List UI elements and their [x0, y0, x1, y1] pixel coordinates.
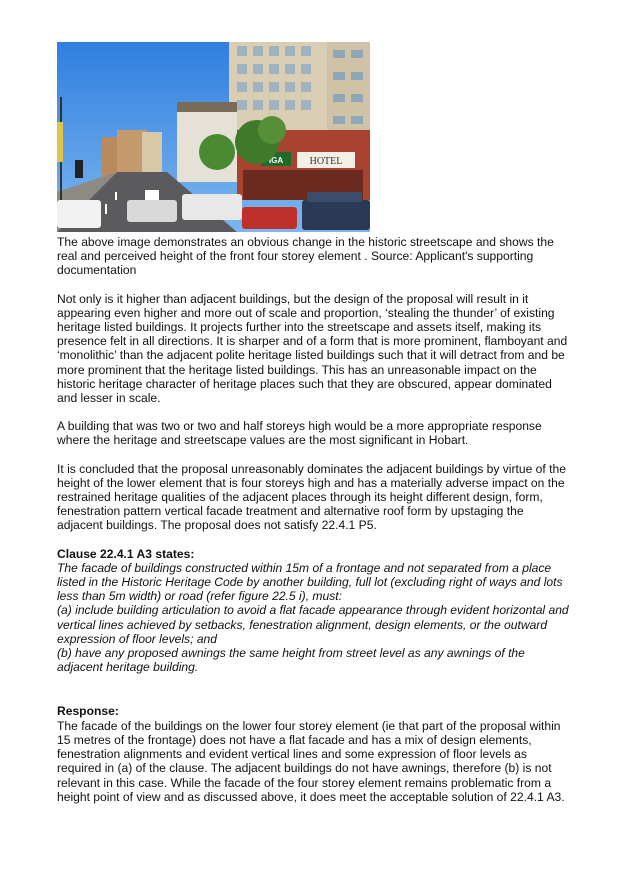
paragraph-storeys: A building that was two or two and half storeys high would be a more appropriate response where the heritage and streetscape values are the most significant in Hobart. — [57, 419, 542, 448]
hotel-sign: HOTEL — [309, 156, 343, 167]
streetscape-photo — [57, 42, 370, 232]
paragraph-scale: Not only is it higher than adjacent buildings, but the design of the proposal will result in it appearing even higher and more out of scale and proportion, ‘stealing the thunder’ of existing heritage listed buildings. It projects further into the streetscape and assets itself, making its presence felt in all directions. It is sharper and of a form that is more prominent, flamboyant and ‘monolithic’ than the adjacent polite heritage listed buildings such that it will detract from and be more prominent that the heritage listed buildings. This has an unreasonable impact on the historic heritage character of heritage places such that they are obscured, appear dominated and lesser in scale. — [57, 291, 568, 406]
clause-heading: Clause 22.4.1 A3 states: — [57, 546, 195, 561]
response-heading: Response: — [57, 704, 119, 719]
photo-caption: The above image demonstrates an obvious change in the historic streetscape and shows the real and perceived height of the front four storey element . Source: Applicant's supporting documentation — [57, 235, 554, 278]
clause-item-a: (a) include building articulation to avoid a flat facade appearance through evident horizontal and vertical lines achieved by setbacks, fenestration alignment, design elements, or the outward expression of floor levels; and — [57, 603, 569, 646]
clause-intro: The facade of buildings constructed within 15m of a frontage and not separated from a place listed in the Historic Heritage Code by another building, full lot (excluding right of ways and lots less than 5m width) or road (refer figure 22.5 i), must: — [57, 560, 563, 604]
iga-sign: IGA — [268, 156, 284, 165]
paragraph-conclusion: It is concluded that the proposal unreasonably dominates the adjacent buildings by virtue of the height of the lower element that is four storeys high and has a materially adverse impact on the restrained heritage qualities of the adjacent places through its height different design, form, fenestration pattern vertical facade treatment and alternative roof form by upstaging the adjacent buildings. The proposal does not satisfy 22.4.1 P5. — [57, 461, 566, 533]
document-page — [57, 42, 569, 804]
response-text: The facade of the buildings on the lower four storey element (ie that part of the proposal within 15 metres of the frontage) does not have a flat facade and has a mix of design elements, fenestration alignments and evident vertical lines and some expression of floor levels as required in (a) of the clause. The adjacent buildings do not have awnings, therefore (b) is not relevant in this case. While the facade of the four storey element remains problematic from a height point of view and as discussed above, it does meet the acceptable solution of 22.4.1 A3. — [57, 718, 565, 804]
clause-item-b: (b) have any proposed awnings the same height from street level as any awnings of the adjacent heritage building. — [57, 646, 525, 675]
streetscape-illustration — [57, 42, 370, 232]
